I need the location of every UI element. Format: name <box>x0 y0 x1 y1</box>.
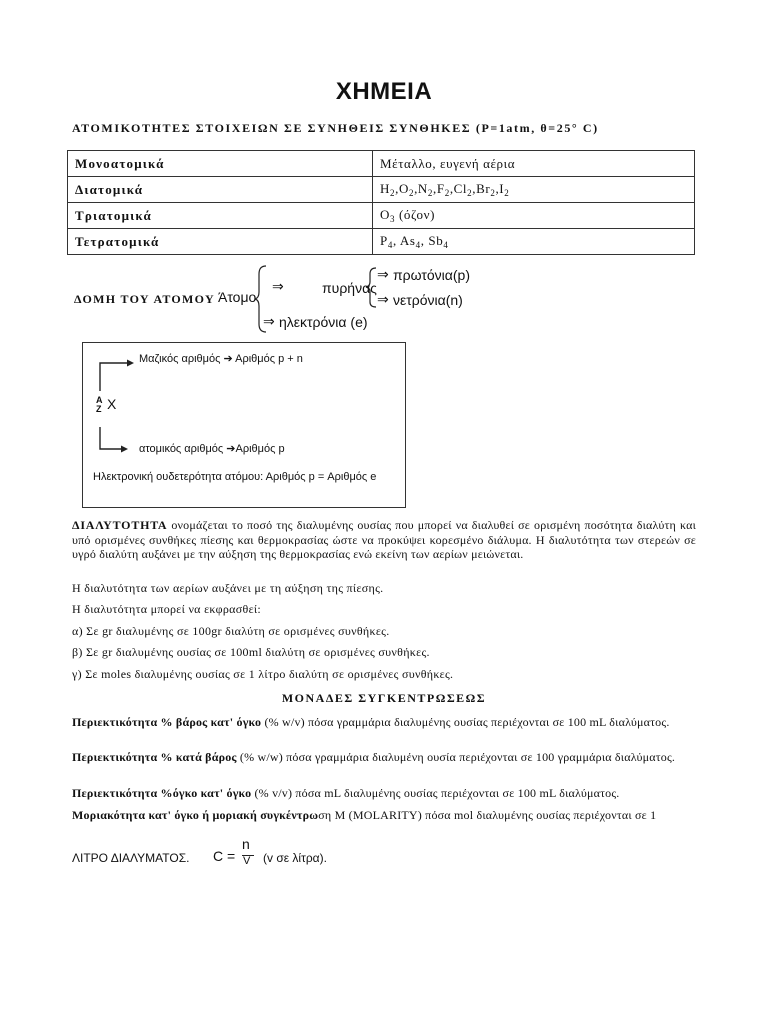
unit-wv-term: Περιεκτικότητα % βάρος κατ' όγκο <box>72 715 262 729</box>
nucleus-label: πυρήνας <box>322 280 377 296</box>
unit-ww <box>72 750 696 765</box>
unit-molarity <box>72 808 696 823</box>
symbol-Z: Z <box>96 404 102 414</box>
arrow-icon: ⇒ <box>377 266 389 282</box>
unit-ww-text: (% w/w) πόσα γραμμάρια διαλυμένη ουσία περιέχονται σε 100 γραμμάρια διαλύματος. <box>236 750 676 764</box>
neutrality-note: Ηλεκτρονική ουδετερότητα ατόμου: Αριθμός p = Αριθμός e <box>93 471 377 483</box>
solubility-item-b: β) Σε gr διαλυμένης ουσίας σε 100ml διαλύτη σε ορισμένες συνθήκες. <box>72 645 430 659</box>
table-row <box>68 177 695 203</box>
unit-ww-term: Περιεκτικότητα % κατά βάρος <box>72 750 237 764</box>
formula-numerator: n <box>242 836 250 852</box>
atom-label: Άτομο <box>218 289 257 305</box>
arrow-icon: ⇒ <box>377 291 389 307</box>
formula-denominator: V <box>243 855 251 867</box>
notation-box <box>82 342 406 508</box>
solubility-item-c: γ) Σε moles διαλυμένης ουσίας σε 1 λίτρο διαλύτη σε ορισμένες συνθήκες. <box>72 667 454 681</box>
atom-structure-heading: ΔΟΜΗ ΤΟΥ ΑΤΟΜΟΥ <box>74 292 215 306</box>
unit-molarity-text: ση M (MOLARITY) πόσα mol διαλυμένης ουσίας περιέχονται σε 1 <box>318 808 657 822</box>
page-title: ΧΗΜΕΙΑ <box>335 78 433 105</box>
protons-label: πρωτόνια(p) <box>393 267 470 283</box>
atomicity-type: Μονοατομικά <box>68 151 373 177</box>
atomicity-type: Διατομικά <box>68 177 373 203</box>
table-row <box>68 203 695 229</box>
molarity-end: ΛΙΤΡΟ ΔΙΑΛΥΜΑΤΟΣ. <box>72 851 190 865</box>
arrow-icon: ⇒ <box>263 313 275 329</box>
atomicity-examples: Μέταλλο, ευγενή αέρια <box>373 151 695 177</box>
unit-wv-text: (% w/v) πόσα γραμμάρια διαλυμένης ουσίας περιέχονται σε 100 mL διαλύματος. <box>261 715 670 729</box>
units-heading: ΜΟΝΑΔΕΣ ΣΥΓΚΕΝΤΡΩΣΕΩΣ <box>281 691 487 705</box>
electrons-label: ηλεκτρόνια (e) <box>279 314 368 330</box>
atomic-number-label: ατομικός αριθμός ➔Αριθμός p <box>139 443 285 455</box>
solubility-text: ονομάζεται το ποσό της διαλυμένης ουσίας που μπορεί να διαλυθεί σε ορισμένη ποσότητα διαλύτη και υπό ορισμένες συνθήκες πίεσης και θερμοκρασίας ώστε να προκύψει κορεσμένο διάλυμα. Η διαλυτότητα των στερεών σε υγρό διαλύτη αυξάνει με την αύξηση της θερμοκρασίας ενώ εκείνη των αερίων μειώνεται. <box>72 518 696 561</box>
unit-molarity-term: Μοριακότητα κατ' όγκο ή μοριακή συγκέντρω <box>72 808 319 822</box>
neutrons-label: νετρόνια(n) <box>393 292 463 308</box>
table-row <box>68 151 695 177</box>
symbol-A: A <box>96 395 103 405</box>
atomicity-table <box>67 150 695 255</box>
atomicity-examples: $O_3$ (όζον) <box>373 203 695 229</box>
atomicity-subtitle: ΑΤΟΜΙΚΟΤΗΤΕΣ ΣΤΟΙΧΕΙΩΝ ΣΕ ΣΥΝΗΘΕΙΣ ΣΥΝΘΗΚΕΣ (P=1atm, θ=25° C) <box>72 121 599 135</box>
solubility-gases: Η διαλυτότητα των αερίων αυξάνει με τη αύξηση της πίεσης. <box>72 581 384 595</box>
solubility-definition <box>72 518 696 562</box>
unit-vv <box>72 786 696 801</box>
unit-wv <box>72 715 696 730</box>
mass-number-label: Μαζικός αριθμός ➔ Αριθμός p + n <box>139 353 303 365</box>
table-row <box>68 229 695 255</box>
unit-vv-term: Περιεκτικότητα %όγκο κατ' όγκο <box>72 786 252 800</box>
symbol-X: X <box>107 396 117 412</box>
atomicity-examples: $P_4$, $As_4$, $Sb_4$ <box>373 229 695 255</box>
formula-lhs: C = <box>213 848 236 864</box>
solubility-item-a: α) Σε gr διαλυμένης σε 100gr διαλύτη σε ορισμένες συνθήκες. <box>72 624 390 638</box>
atom-structure <box>0 262 768 337</box>
atomicity-type: Τριατομικά <box>68 203 373 229</box>
solubility-expressed: Η διαλυτότητα μπορεί να εκφρασθεί: <box>72 602 262 616</box>
atomicity-examples: $H_2,O_2,N_2,F_2,Cl_2,Br_2,I_2$ <box>373 177 695 203</box>
atomicity-type: Τετρατομικά <box>68 229 373 255</box>
arrow-icon: ⇒ <box>272 278 284 294</box>
unit-vv-text: (% v/v) πόσα mL διαλυμένης ουσίας περιέχονται σε 100 mL διαλύματος. <box>251 786 620 800</box>
formula-note: (v σε λίτρα). <box>263 851 327 865</box>
solubility-term: ΔΙΑΛΥΤΟΤΗΤΑ <box>72 518 168 532</box>
